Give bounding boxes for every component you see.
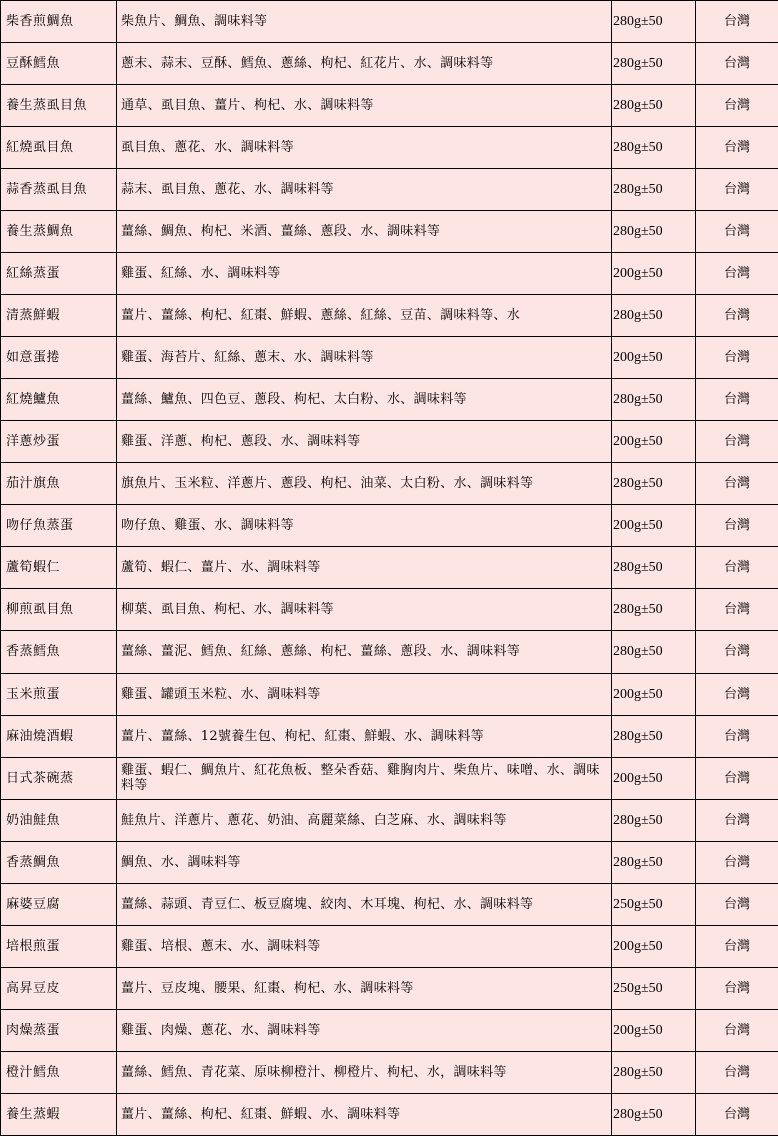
table-row xyxy=(1,505,778,547)
origin-cell: 台灣 xyxy=(696,967,778,1009)
weight-cell: 280g±50 xyxy=(612,799,696,841)
origin-cell: 台灣 xyxy=(696,253,778,295)
weight-cell: 200g±50 xyxy=(612,757,696,799)
table-row xyxy=(1,295,778,337)
dish-name-cell: 日式茶碗蒸 xyxy=(1,757,117,799)
weight-cell: 280g±50 xyxy=(612,43,696,85)
table-row xyxy=(1,925,778,967)
table-row xyxy=(1,253,778,295)
dish-name-cell: 培根煎蛋 xyxy=(1,925,117,967)
weight-cell: 250g±50 xyxy=(612,967,696,1009)
origin-cell: 台灣 xyxy=(696,757,778,799)
origin-cell: 台灣 xyxy=(696,1,778,43)
dish-name-cell: 紅燒鱸魚 xyxy=(1,379,117,421)
table-row xyxy=(1,463,778,505)
product-table-body xyxy=(1,1,778,1136)
ingredients-cell: 柳葉、虱目魚、枸杞、水、調味料等 xyxy=(117,589,612,631)
origin-cell: 台灣 xyxy=(696,295,778,337)
origin-cell: 台灣 xyxy=(696,883,778,925)
ingredients-cell: 雞蛋、肉燥、蔥花、水、調味料等 xyxy=(117,1009,612,1051)
ingredients-cell: 柴魚片、鯛魚、調味料等 xyxy=(117,1,612,43)
origin-cell: 台灣 xyxy=(696,589,778,631)
ingredients-cell: 薑片、豆皮塊、腰果、紅棗、枸杞、水、調味料等 xyxy=(117,967,612,1009)
dish-name-cell: 肉燥蒸蛋 xyxy=(1,1009,117,1051)
weight-cell: 280g±50 xyxy=(612,463,696,505)
dish-name-cell: 清蒸鮮蝦 xyxy=(1,295,117,337)
ingredients-cell: 薑絲、鯛魚、枸杞、米酒、薑絲、蔥段、水、調味料等 xyxy=(117,211,612,253)
dish-name-cell: 奶油鮭魚 xyxy=(1,799,117,841)
dish-name-cell: 橙汁鱈魚 xyxy=(1,1051,117,1093)
weight-cell: 280g±50 xyxy=(612,85,696,127)
weight-cell: 280g±50 xyxy=(612,295,696,337)
ingredients-cell: 薑片、薑絲、枸杞、紅棗、鮮蝦、水、調味料等 xyxy=(117,1093,612,1135)
origin-cell: 台灣 xyxy=(696,547,778,589)
table-row xyxy=(1,211,778,253)
ingredients-cell: 雞蛋、蝦仁、鯛魚片、紅花魚板、整朵香菇、雞胸肉片、柴魚片、味噌、水、調味料等 xyxy=(117,757,612,799)
weight-cell: 200g±50 xyxy=(612,673,696,715)
table-row xyxy=(1,631,778,673)
weight-cell: 200g±50 xyxy=(612,925,696,967)
table-row xyxy=(1,715,778,757)
origin-cell: 台灣 xyxy=(696,799,778,841)
ingredients-cell: 雞蛋、海苔片、紅絲、蔥末、水、調味料等 xyxy=(117,337,612,379)
dish-name-cell: 麻婆豆腐 xyxy=(1,883,117,925)
table-row xyxy=(1,43,778,85)
ingredients-cell: 雞蛋、紅絲、水、調味料等 xyxy=(117,253,612,295)
weight-cell: 280g±50 xyxy=(612,127,696,169)
origin-cell: 台灣 xyxy=(696,631,778,673)
ingredients-cell: 雞蛋、洋蔥、枸杞、蔥段、水、調味料等 xyxy=(117,421,612,463)
ingredients-cell: 通草、虱目魚、薑片、枸杞、水、調味料等 xyxy=(117,85,612,127)
weight-cell: 200g±50 xyxy=(612,421,696,463)
dish-name-cell: 麻油燒酒蝦 xyxy=(1,715,117,757)
dish-name-cell: 柳煎虱目魚 xyxy=(1,589,117,631)
table-row xyxy=(1,799,778,841)
table-row xyxy=(1,757,778,799)
table-row xyxy=(1,589,778,631)
origin-cell: 台灣 xyxy=(696,169,778,211)
origin-cell: 台灣 xyxy=(696,379,778,421)
weight-cell: 200g±50 xyxy=(612,253,696,295)
ingredients-cell: 薑絲、鱸魚、四色豆、蔥段、枸杞、太白粉、水、調味料等 xyxy=(117,379,612,421)
weight-cell: 200g±50 xyxy=(612,505,696,547)
origin-cell: 台灣 xyxy=(696,1093,778,1135)
dish-name-cell: 如意蛋捲 xyxy=(1,337,117,379)
dish-name-cell: 柴香煎鯛魚 xyxy=(1,1,117,43)
dish-name-cell: 吻仔魚蒸蛋 xyxy=(1,505,117,547)
origin-cell: 台灣 xyxy=(696,925,778,967)
table-row xyxy=(1,547,778,589)
table-row xyxy=(1,673,778,715)
dish-name-cell: 香蒸鱈魚 xyxy=(1,631,117,673)
origin-cell: 台灣 xyxy=(696,43,778,85)
table-row xyxy=(1,1,778,43)
weight-cell: 280g±50 xyxy=(612,1051,696,1093)
origin-cell: 台灣 xyxy=(696,715,778,757)
ingredients-cell: 鯛魚、水、調味料等 xyxy=(117,841,612,883)
weight-cell: 280g±50 xyxy=(612,589,696,631)
dish-name-cell: 養生蒸蝦 xyxy=(1,1093,117,1135)
ingredients-cell: 雞蛋、罐頭玉米粒、水、調味料等 xyxy=(117,673,612,715)
weight-cell: 200g±50 xyxy=(612,1009,696,1051)
dish-name-cell: 蘆筍蝦仁 xyxy=(1,547,117,589)
dish-name-cell: 高昇豆皮 xyxy=(1,967,117,1009)
weight-cell: 280g±50 xyxy=(612,547,696,589)
weight-cell: 280g±50 xyxy=(612,631,696,673)
ingredients-cell: 薑片、薑絲、12號養生包、枸杞、紅棗、鮮蝦、水、調味料等 xyxy=(117,715,612,757)
weight-cell: 280g±50 xyxy=(612,1,696,43)
dish-name-cell: 紅絲蒸蛋 xyxy=(1,253,117,295)
table-row xyxy=(1,169,778,211)
ingredients-cell: 薑絲、鱈魚、青花菜、原味柳橙汁、柳橙片、枸杞、水，調味料等 xyxy=(117,1051,612,1093)
origin-cell: 台灣 xyxy=(696,1051,778,1093)
origin-cell: 台灣 xyxy=(696,85,778,127)
ingredients-cell: 蘆筍、蝦仁、薑片、水、調味料等 xyxy=(117,547,612,589)
dish-name-cell: 豆酥鱈魚 xyxy=(1,43,117,85)
table-row xyxy=(1,841,778,883)
origin-cell: 台灣 xyxy=(696,841,778,883)
ingredients-cell: 薑絲、薑泥、鱈魚、紅絲、蔥絲、枸杞、薑絲、蔥段、水、調味料等 xyxy=(117,631,612,673)
ingredients-cell: 蔥末、蒜末、豆酥、鱈魚、蔥絲、枸杞、紅花片、水、調味料等 xyxy=(117,43,612,85)
weight-cell: 280g±50 xyxy=(612,169,696,211)
table-row xyxy=(1,967,778,1009)
weight-cell: 280g±50 xyxy=(612,841,696,883)
ingredients-cell: 吻仔魚、雞蛋、水、調味料等 xyxy=(117,505,612,547)
origin-cell: 台灣 xyxy=(696,337,778,379)
weight-cell: 280g±50 xyxy=(612,715,696,757)
table-row xyxy=(1,1009,778,1051)
dish-name-cell: 洋蔥炒蛋 xyxy=(1,421,117,463)
dish-name-cell: 茄汁旗魚 xyxy=(1,463,117,505)
weight-cell: 250g±50 xyxy=(612,883,696,925)
dish-name-cell: 紅燒虱目魚 xyxy=(1,127,117,169)
ingredients-cell: 虱目魚、蔥花、水、調味料等 xyxy=(117,127,612,169)
weight-cell: 280g±50 xyxy=(612,379,696,421)
dish-name-cell: 香蒸鯛魚 xyxy=(1,841,117,883)
table-row xyxy=(1,379,778,421)
ingredients-cell: 旗魚片、玉米粒、洋蔥片、蔥段、枸杞、油菜、太白粉、水、調味料等 xyxy=(117,463,612,505)
dish-name-cell: 蒜香蒸虱目魚 xyxy=(1,169,117,211)
origin-cell: 台灣 xyxy=(696,421,778,463)
origin-cell: 台灣 xyxy=(696,505,778,547)
weight-cell: 200g±50 xyxy=(612,337,696,379)
dish-name-cell: 玉米煎蛋 xyxy=(1,673,117,715)
ingredients-cell: 雞蛋、培根、蔥末、水、調味料等 xyxy=(117,925,612,967)
table-row xyxy=(1,85,778,127)
table-row xyxy=(1,883,778,925)
table-row xyxy=(1,127,778,169)
table-row xyxy=(1,1093,778,1135)
table-row xyxy=(1,337,778,379)
dish-name-cell: 養生蒸鯛魚 xyxy=(1,211,117,253)
ingredients-cell: 薑片、薑絲、枸杞、紅棗、鮮蝦、蔥絲、紅絲、豆苗、調味料等、水 xyxy=(117,295,612,337)
ingredients-cell: 蒜末、虱目魚、蔥花、水、調味料等 xyxy=(117,169,612,211)
table-row xyxy=(1,421,778,463)
dish-name-cell: 養生蒸虱目魚 xyxy=(1,85,117,127)
weight-cell: 280g±50 xyxy=(612,211,696,253)
ingredients-cell: 薑絲、蒜頭、青豆仁、板豆腐塊、絞肉、木耳塊、枸杞、水、調味料等 xyxy=(117,883,612,925)
origin-cell: 台灣 xyxy=(696,1009,778,1051)
origin-cell: 台灣 xyxy=(696,463,778,505)
table-row xyxy=(1,1051,778,1093)
origin-cell: 台灣 xyxy=(696,127,778,169)
ingredients-cell: 鮭魚片、洋蔥片、蔥花、奶油、高麗菜絲、白芝麻、水、調味料等 xyxy=(117,799,612,841)
weight-cell: 280g±50 xyxy=(612,1093,696,1135)
origin-cell: 台灣 xyxy=(696,211,778,253)
origin-cell: 台灣 xyxy=(696,673,778,715)
